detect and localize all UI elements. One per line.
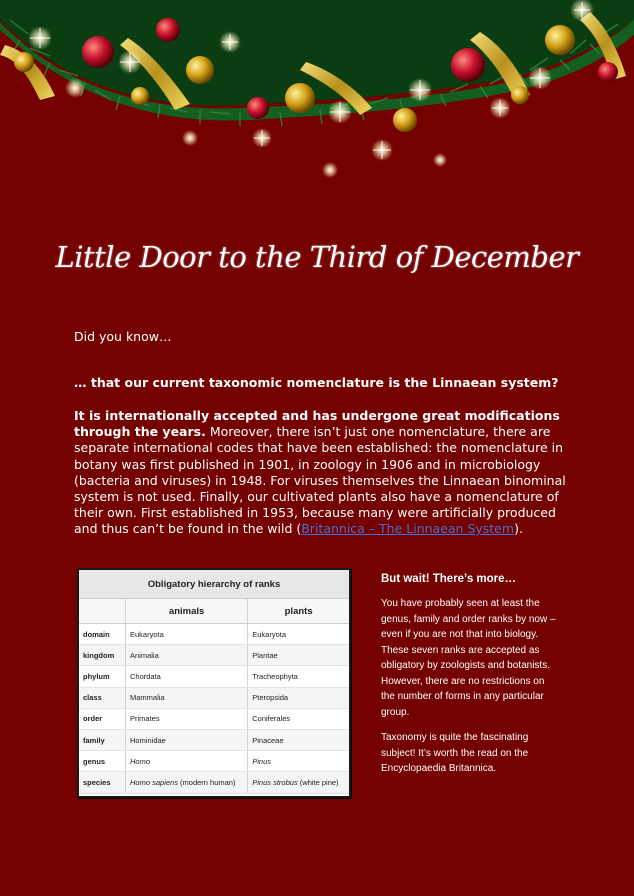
table-row [79, 645, 349, 666]
side-column [381, 573, 561, 787]
table-header-plants: plants [248, 599, 349, 624]
plant-cell: Eukaryota [248, 624, 349, 645]
table-row [79, 729, 349, 750]
plant-species-name: Pinus strobus [252, 777, 298, 787]
plant-cell: Tracheophyta [248, 666, 349, 687]
plant-species-note: (white pine) [297, 777, 339, 787]
ranks-table [79, 570, 349, 794]
animal-cell: Hominidae [126, 729, 248, 750]
table-row [79, 772, 349, 793]
animal-cell: Primates [126, 708, 248, 729]
table-header-animals: animals [126, 599, 248, 624]
body-text: Moreover, there isn’t just one nomenclature, there are separate international codes that have been established: the nomenclature in botany was first published in 1901, in zoology in 1906 and in microbiology (bacteria and viruses) in 1948. For viruses themselves the Linnaean binominal system is not used. Finally, our cultivated plants also have a nomenclature of their own. First established in 1953, because many were artificially produced and thus can’t be found in the wild ( [74, 424, 566, 537]
britannica-link[interactable]: Britannica – The Linnaean System [301, 521, 515, 537]
ranks-table-frame [77, 568, 351, 798]
plant-cell: Pinus [248, 751, 349, 772]
side-heading: But wait! There’s more… [381, 573, 517, 585]
animal-cell: Animalia [126, 645, 248, 666]
animal-cell: Eukaryota [126, 624, 248, 645]
rank-cell: genus [79, 751, 126, 772]
animal-species-name: Homo sapiens [130, 777, 178, 787]
body-text-end: ). [514, 521, 523, 537]
table-caption: Obligatory hierarchy of ranks [79, 570, 349, 599]
table-header-empty [79, 599, 126, 624]
animal-cell: Mammalia [126, 687, 248, 708]
body-bold-lead: It is internationally accepted and has undergone great modifications through the years. [74, 408, 560, 440]
side-paragraph-1: You have probably seen at least the genus, family and order ranks by now – even if you are not that into biology. These seven ranks are accepted as obligatory by zoologists and botanists. However, there are no restrictions on the number of forms in any particular group. [381, 598, 556, 718]
plant-cell: Plantae [248, 645, 349, 666]
intro-text: Did you know… [74, 329, 172, 344]
animal-species-note: (modern human) [177, 777, 236, 787]
body-paragraph [74, 408, 566, 538]
side-paragraph-2: Taxonomy is quite the fascinating subject! It’s worth the read on the Encyclopaedia Britannica. [381, 732, 529, 774]
rank-cell: species [79, 772, 126, 793]
page-title: Little Door to the Third of December [55, 240, 579, 274]
rank-cell: family [79, 729, 126, 750]
plant-cell: Coniferales [248, 708, 349, 729]
animal-cell: Chordata [126, 666, 248, 687]
question-heading: … that our current taxonomic nomenclature is the Linnaean system? [74, 375, 559, 390]
animal-cell [126, 772, 248, 793]
table-row [79, 624, 349, 645]
christmas-garland-decoration [0, 0, 634, 200]
rank-cell: order [79, 708, 126, 729]
plant-cell [248, 772, 349, 793]
rank-cell: domain [79, 624, 126, 645]
rank-cell: phylum [79, 666, 126, 687]
table-row [79, 708, 349, 729]
table-row [79, 751, 349, 772]
plant-cell: Pinaceae [248, 729, 349, 750]
table-row [79, 687, 349, 708]
rank-cell: kingdom [79, 645, 126, 666]
table-row [79, 666, 349, 687]
animal-cell: Homo [126, 751, 248, 772]
rank-cell: class [79, 687, 126, 708]
plant-cell: Pteropsida [248, 687, 349, 708]
